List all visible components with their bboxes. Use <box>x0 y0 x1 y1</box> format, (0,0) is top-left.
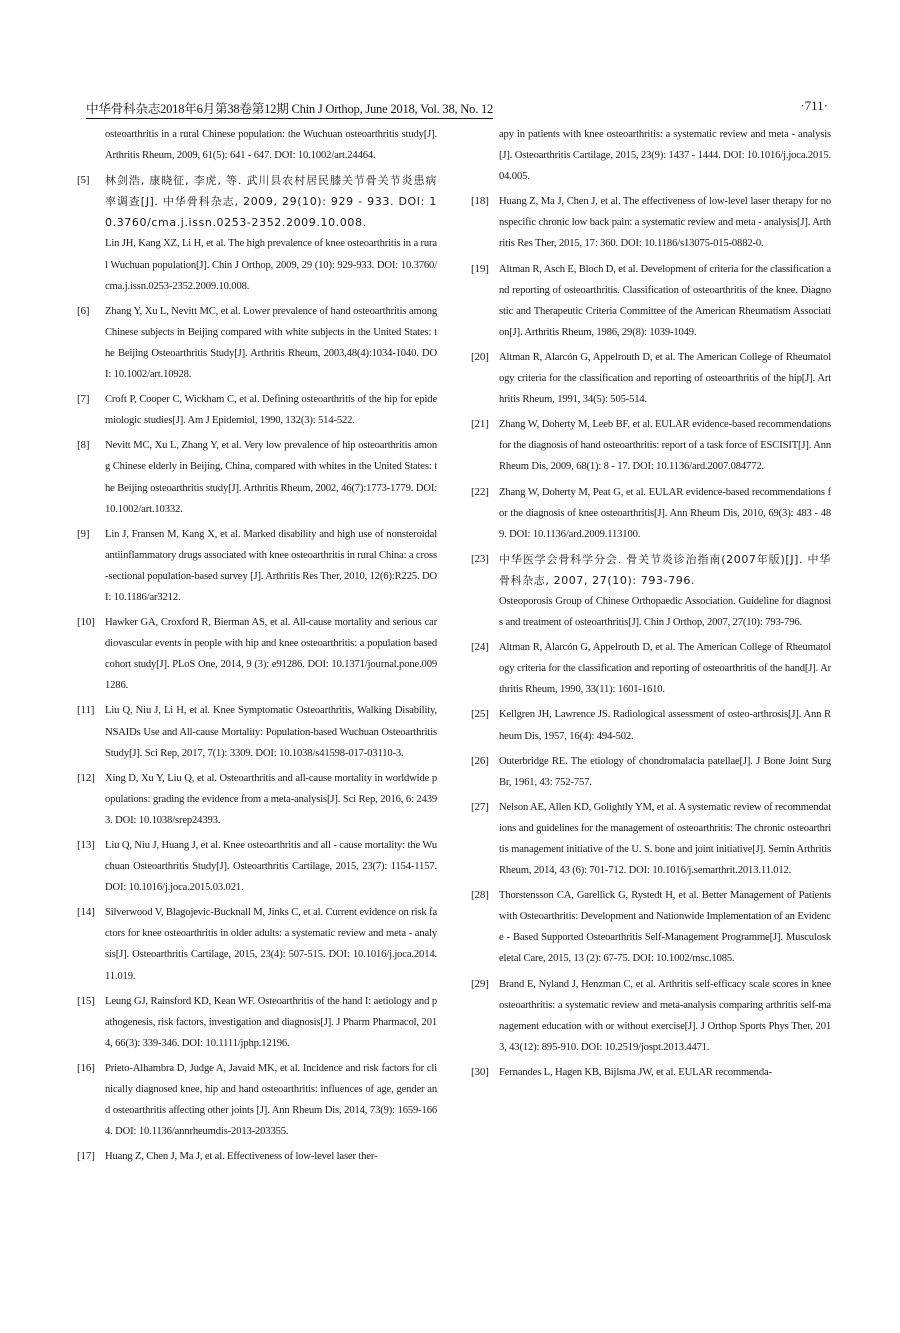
reference-item <box>469 259 831 343</box>
page-number: ·711· <box>800 98 828 113</box>
reference-number: [16] <box>77 1061 95 1074</box>
reference-item <box>469 482 831 545</box>
reference-number: [8] <box>77 439 90 452</box>
reference-text: Lin J, Fransen M, Kang X, et al. Marked disability and high use of nonsteroidal antiinflammatory drugs associated with knee osteoarthritis in rural China: a cross-sectional population-based survey [J]. Arthritis Res Ther, 2010, 12(6):R225. DOI: 10.1186/ar3212. <box>105 528 437 603</box>
reference-text: Leung GJ, Rainsford KD, Kean WF. Osteoarthritis of the hand I: aetiology and pathogenesis, risk factors, investigation and diagnosis[J]. J Pharm Pharmacol, 2014, 66(3): 339-346. DOI: 10.1111/jphp.12196. <box>105 995 437 1049</box>
reference-number: [22] <box>471 485 489 498</box>
reference-text: Prieto-Alhambra D, Judge A, Javaid MK, et al. Incidence and risk factors for clinically diagnosed knee, hip and hand osteoarthritis: influences of age, gender and osteoarthritis affecting other joints [J]. Ann Rheum Dis, 2014, 73(9): 1659-1664. DOI: 10.1136/annrheumdis-2013-203355. <box>105 1062 437 1138</box>
reference-number: [17] <box>77 1150 95 1163</box>
reference-item <box>75 700 437 763</box>
reference-item <box>75 1058 437 1142</box>
reference-number: [15] <box>77 994 95 1007</box>
reference-text: Nelson AE, Allen KD, Golightly YM, et al. A systematic review of recommendations and guidelines for the management of osteoarthritis: The chronic osteoarthritis management initiative of the U. S. bone and joint initiative[J]. Semin Arthritis Rheum, 2014, 43 (6): 701-712. DOI: 10.1016/j.semarthrit.2013.11.012. <box>499 801 831 877</box>
reference-number: [18] <box>471 195 489 208</box>
reference-item <box>469 191 831 254</box>
reference-item <box>469 414 831 477</box>
reference-text: Thorstensson CA, Garellick G, Rystedt H, et al. Better Management of Patients with Osteoarthritis: Development and Nationwide Implementation of an Evidence - Based Supported Osteoarthritis Self-Management Programme[J]. Musculoskeletal Care, 2015, 13 (2): 67-75. DOI: 10.1002/msc.1085. <box>499 890 831 965</box>
reference-text: Outerbridge RE. The etiology of chondromalacia patellae[J]. J Bone Joint Surg Br, 1961, 43: 752-757. <box>499 755 831 788</box>
reference-text: Altman R, Alarcón G, Appelrouth D, et al. The American College of Rheumatology criteria for the classification and reporting of osteoarthritis of the hip[J]. Arthritis Rheum, 1991, 34(5): 505-514. <box>499 351 831 406</box>
reference-text: Silverwood V, Blagojevic-Bucknall M, Jinks C, et al. Current evidence on risk factors for knee osteoarthritis in older adults: a systematic review and meta - analysis[J]. Osteoarthritis Cartilage, 2015, 23(4): 507-515. DOI: 10.1016/j.joca.2014.11.019. <box>105 907 437 982</box>
reference-text: Liu Q, Niu J, Li H, et al. Knee Symptomatic Osteoarthritis, Walking Disability, NSAIDs Use and All-cause Mortality: Population-based Wuchuan Osteoarthritis Study[J]. Sci Rep, 2017, 7(1): 3309. DOI: 10.1038/s41598-017-03110-3. <box>105 705 437 759</box>
reference-text: Hawker GA, Croxford R, Bierman AS, et al. All-cause mortality and serious cardiovascular events in people with hip and knee osteoarthritis: a population based cohort study[J]. PLoS One, 2014, 9 (3): e91286. DOI: 10.1371/journal.pone.0091286. <box>105 617 437 692</box>
reference-item <box>75 301 437 385</box>
reference-item <box>469 549 831 633</box>
reference-item <box>75 170 437 297</box>
reference-text: Altman R, Asch E, Bloch D, et al. Development of criteria for the classification and reporting of osteoarthritis. Classification of osteoarthritis of the knee. Diagnostic and Therapeutic Criteria Committee of the American Rheumatism Association[J]. Arthritis Rheum, 1986, 29(8): 1039-1049. <box>499 263 831 338</box>
reference-item <box>469 1062 831 1083</box>
reference-number: [29] <box>471 977 489 990</box>
reference-item <box>75 389 437 431</box>
reference-item <box>75 902 437 986</box>
reference-item <box>75 768 437 831</box>
reference-item <box>75 524 437 608</box>
reference-number: [21] <box>471 418 489 431</box>
reference-number: [12] <box>77 771 95 784</box>
reference-continuation <box>75 124 437 166</box>
reference-number: [5] <box>77 174 90 187</box>
reference-number: [30] <box>471 1065 489 1078</box>
reference-item <box>469 637 831 700</box>
reference-text: Croft P, Cooper C, Wickham C, et al. Defining osteoarthritis of the hip for epidemiologic studies[J]. Am J Epidemiol, 1990, 132(3): 514-522. <box>105 394 437 427</box>
reference-number: [23] <box>471 552 489 565</box>
reference-item <box>469 797 831 881</box>
reference-number: [24] <box>471 641 489 654</box>
reference-number: [26] <box>471 754 489 767</box>
right-column <box>469 124 831 1087</box>
reference-item <box>75 435 437 519</box>
reference-item <box>75 991 437 1054</box>
reference-item <box>469 704 831 746</box>
reference-text: apy in patients with knee osteoarthritis: a systematic review and meta - analysis[J]. Osteoarthritis Cartilage, 2015, 23(9): 1437 - 1444. DOI: 10.1016/j.joca.2015.04.005. <box>499 129 831 183</box>
left-column <box>75 124 437 1171</box>
reference-continuation <box>469 124 831 187</box>
running-header <box>86 98 828 118</box>
reference-text: Liu Q, Niu J, Huang J, et al. Knee osteoarthritis and all - cause mortality: the Wuchuan Osteoarthritis Study[J]. Osteoarthritis Cartilage, 2015, 23(7): 1154-1157. DOI: 10.1016/j.joca.2015.03.021. <box>105 840 437 894</box>
reference-text: Brand E, Nyland J, Henzman C, et al. Arthritis self-efficacy scale scores in knee osteoarthritis: a systematic review and meta-analysis comparing arthritis self-management education with or without exercise[J]. J Orthop Sports Phys Ther, 2013, 43(12): 895-910. DOI: 10.2519/jospt.2013.4471. <box>499 978 831 1053</box>
reference-text: Nevitt MC, Xu L, Zhang Y, et al. Very low prevalence of hip osteoarthritis among Chinese elderly in Beijing, China, compared with whites in the United States: the Beijing osteoarthritis study[J]. Arthritis Rheum, 2002, 46(7):1773-1779. DOI: 10.1002/art.10332. <box>105 440 437 515</box>
reference-number: [27] <box>471 800 489 813</box>
reference-number: [9] <box>77 527 90 540</box>
reference-text: Altman R, Alarcón G, Appelrouth D, et al. The American College of Rheumatology criteria for the classification and reporting of osteoarthritis of the hand[J]. Arthritis Rheum, 1990, 33(11): 1601-1610. <box>499 642 831 696</box>
reference-text: Zhang Y, Xu L, Nevitt MC, et al. Lower prevalence of hand osteoarthritis among Chinese subjects in Beijing compared with white subjects in the United States: the Beijing Osteoarthritis Study[J]. Arthritis Rheum, 2003,48(4):1034-1040. DOI: 10.1002/art.10928. <box>105 305 437 381</box>
reference-number: [7] <box>77 393 90 406</box>
reference-item <box>469 751 831 793</box>
reference-translation: Lin JH, Kang XZ, Li H, et al. The high prevalence of knee osteoarthritis in a rural Wuchuan population[J]. Chin J Orthop, 2009, 29 (10): 929-933. DOI: 10.3760/cma.j.issn.0253-2352.2009.10.008. <box>105 238 437 292</box>
reference-number: [19] <box>471 262 489 275</box>
reference-item <box>75 612 437 696</box>
reference-text: 中华医学会骨科学分会. 骨关节炎诊治指南(2007年版)[J]. 中华骨科杂志, 2007, 27(10): 793-796. <box>499 552 831 587</box>
reference-number: [28] <box>471 889 489 902</box>
reference-text: Kellgren JH, Lawrence JS. Radiological assessment of osteo-arthrosis[J]. Ann Rheum Dis, 1957, 16(4): 494-502. <box>499 709 831 742</box>
reference-item <box>469 974 831 1058</box>
reference-number: [6] <box>77 304 90 317</box>
reference-text: Huang Z, Ma J, Chen J, et al. The effectiveness of low-level laser therapy for nonspecific chronic low back pain: a systematic review and meta - analysis[J]. Arthritis Res Ther, 2015, 17: 360. DOI: 10.1186/s13075-015-0882-0. <box>499 196 831 250</box>
reference-number: [10] <box>77 616 95 629</box>
reference-text: Zhang W, Doherty M, Leeb BF, et al. EULAR evidence-based recommendations for the diagnosis of hand osteoarthritis: report of a task force of ESCISIT[J]. Ann Rheum Dis, 2009, 68(1): 8 - 17. DOI: 10.1136/ard.2007.084772. <box>499 419 831 473</box>
reference-item <box>75 1146 437 1167</box>
reference-number: [13] <box>77 839 95 851</box>
reference-text: 林剑浩, 康晓征, 李虎, 等. 武川县农村居民膝关节骨关节炎患病率调查[J]. 中华骨科杂志, 2009, 29(10): 929 - 933. DOI: 10.3760/cma.j.issn.0253-2352.2009.10.008. <box>105 174 437 230</box>
reference-number: [25] <box>471 708 489 721</box>
journal-header: 中华骨科杂志2018年6月第38卷第12期 Chin J Orthop, June 2018, Vol. 38, No. 12 <box>86 98 493 119</box>
reference-text: Zhang W, Doherty M, Peat G, et al. EULAR evidence-based recommendations for the diagnosis of knee osteoarthritis[J]. Ann Rheum Dis, 2010, 69(3): 483 - 489. DOI: 10.1136/ard.2009.113100. <box>499 486 831 540</box>
reference-item <box>75 835 437 898</box>
reference-number: [11] <box>77 704 95 717</box>
reference-number: [20] <box>471 350 489 363</box>
reference-item <box>469 347 831 410</box>
reference-text: Xing D, Xu Y, Liu Q, et al. Osteoarthritis and all-cause mortality in worldwide populations: grading the evidence from a meta-analysis[J]. Sci Rep, 2016, 6: 24393. DOI: 10.1038/srep24393. <box>105 772 437 826</box>
reference-translation: Osteoporosis Group of Chinese Orthopaedic Association. Guideline for diagnosis and treatment of osteoarthritis[J]. Chin J Orthop, 2007, 27(10): 793-796. <box>499 595 831 629</box>
reference-text: Huang Z, Chen J, Ma J, et al. Effectiveness of low-level laser ther- <box>105 1151 378 1163</box>
reference-text: Fernandes L, Hagen KB, Bijlsma JW, et al. EULAR recommenda- <box>499 1066 772 1078</box>
reference-text: osteoarthritis in a rural Chinese population: the Wuchuan osteoarthritis study[J]. Arthritis Rheum, 2009, 61(5): 641 - 647. DOI: 10.1002/art.24464. <box>105 129 437 162</box>
reference-item <box>469 885 831 969</box>
reference-number: [14] <box>77 906 95 919</box>
